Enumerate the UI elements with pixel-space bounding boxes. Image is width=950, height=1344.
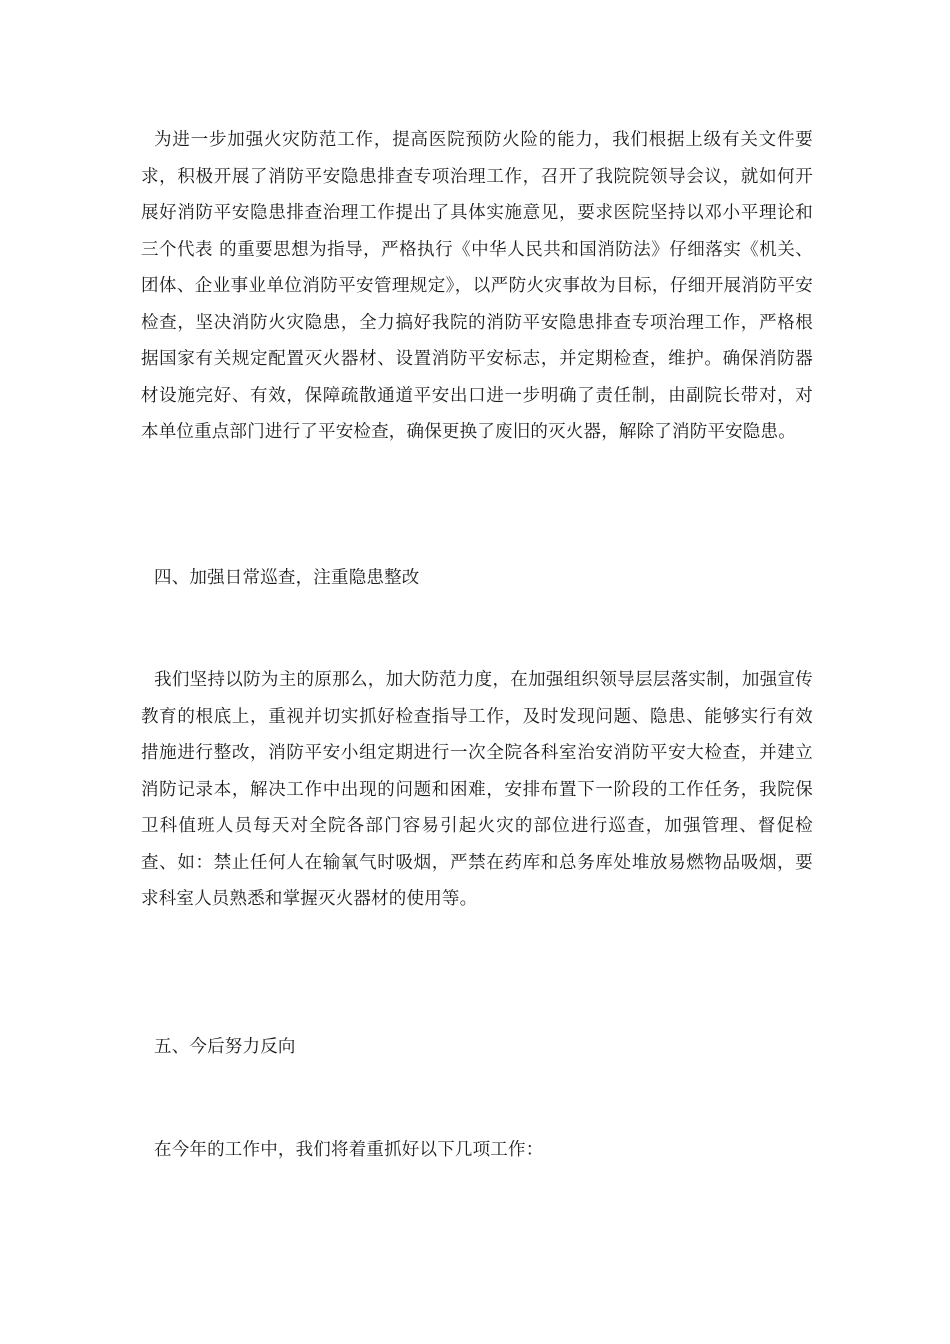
paragraph-future-work: 在今年的工作中，我们将着重抓好以下几项工作： (154, 1140, 544, 1160)
section-heading-daily-patrol: 四、加强日常巡查，注重隐患整改 (154, 568, 420, 588)
paragraph-prevention-measures: 我们坚持以防为主的原那么，加大防范力度，在加强组织领导层层落实制，加强宣传教育的根底上，重视并切实抓好检查指导工作，及时发现问题、隐患、能够实行有效措施进行整改，消防平安小组定期进行一次全院各科室治安消防平安大检查，并建立消防记录本，解决工作中出现的问题和困难，安排布置下一阶段的工作任务，我院保卫科值班人员每天对全院各部门容易引起火灾的部位进行巡查，加强管理、督促检查、如：禁止任何人在输氧气时吸烟，严禁在药库和总务库处堆放易燃物品吸烟，要求科室人员熟悉和掌握灭火器材的使用等。 (141, 670, 813, 909)
paragraph-fire-safety-inspection: 为进一步加强火灾防范工作，提高医院预防火险的能力，我们根据上级有关文件要求，积极开展了消防平安隐患排查专项治理工作，召开了我院院领导会议，就如何开展好消防平安隐患排查治理工作提出了具体实施意见，要求医院坚持以邓小平理论和 三个代表 的重要思想为指导，严格执行《中华人民共和国消防法》仔细落实《机关、团体、企业事业单位消防平安管理规定》，以严防火灾事故为目标，仔细开展消防平安检查，坚决消防火灾隐患，全力搞好我院的消防平安隐患排查专项治理工作，严格根据国家有关规定配置灭火器材、设置消防平安标志，并定期检查，维护。确保消防器材设施完好、有效，保障疏散通道平安出口进一步明确了责任制，由副院长带对，对本单位重点部门进行了平安检查，确保更换了废旧的灭火器，解除了消防平安隐患。 (141, 130, 813, 442)
section-heading-future-direction: 五、今后努力反向 (154, 1037, 296, 1057)
